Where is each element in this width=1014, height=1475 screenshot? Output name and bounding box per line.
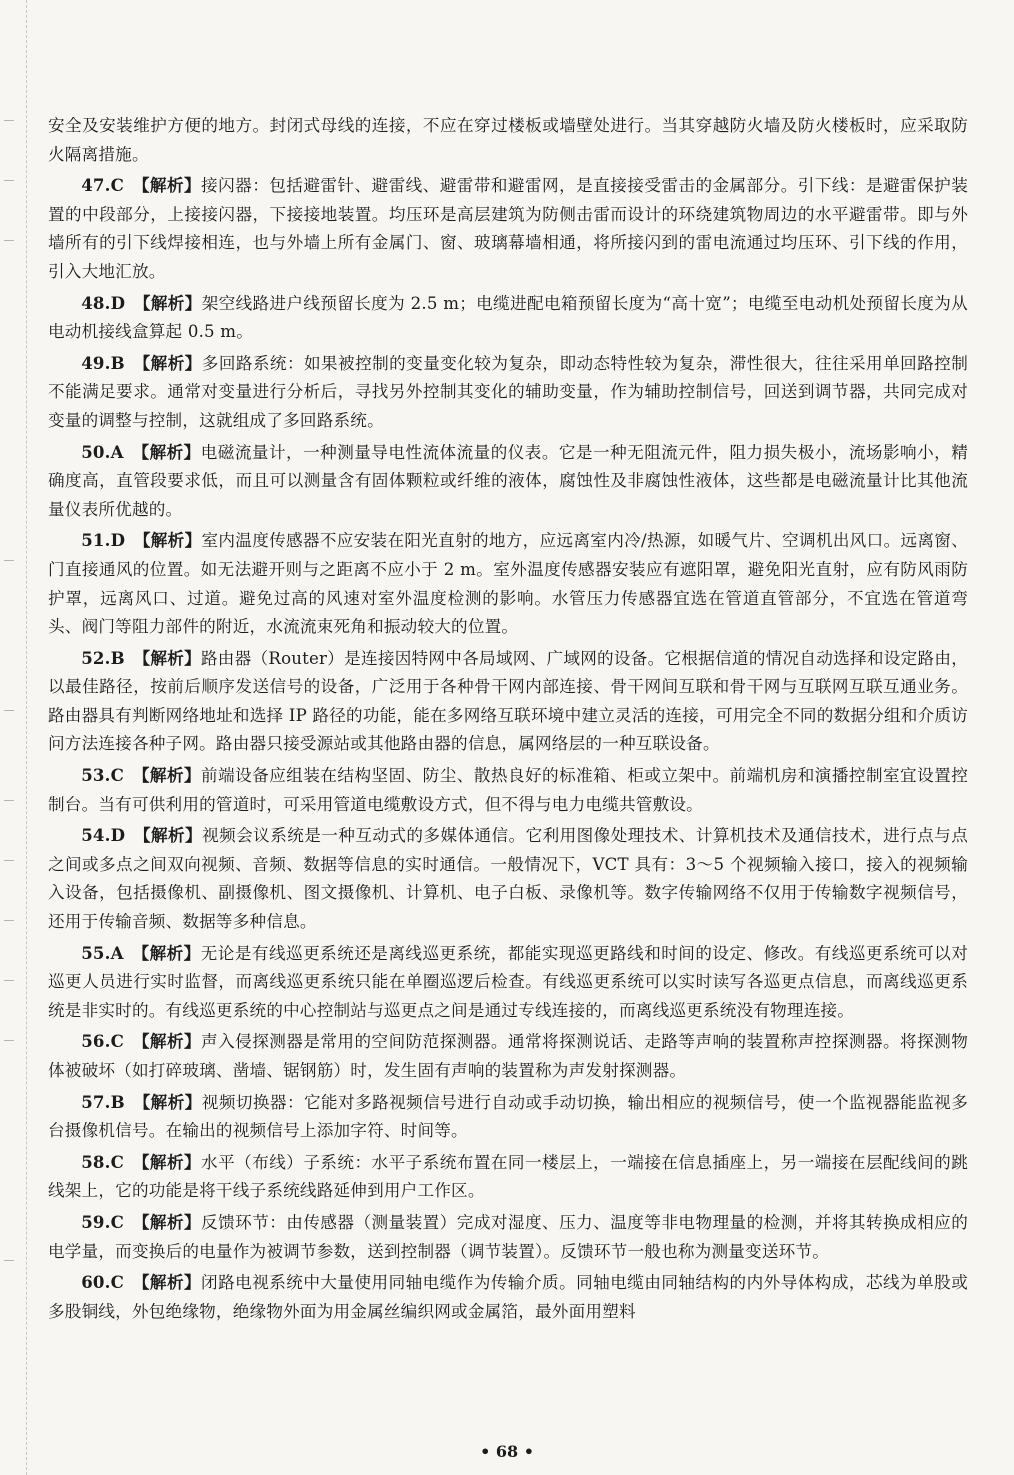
edge-tick xyxy=(4,920,14,921)
edge-tick xyxy=(4,980,14,981)
edge-tick xyxy=(4,710,14,711)
analysis-label: 【解析】 xyxy=(133,352,202,373)
answer-item xyxy=(48,1027,968,1085)
question-number: 47. xyxy=(81,175,111,196)
question-number: 50. xyxy=(81,441,111,462)
question-number: 54. xyxy=(81,825,111,846)
answer-list xyxy=(48,171,968,1326)
answer-choice: D xyxy=(110,825,126,846)
answer-choice: B xyxy=(110,1091,125,1112)
analysis-label: 【解析】 xyxy=(132,765,202,786)
binding-edge xyxy=(0,0,27,1475)
answer-choice: C xyxy=(110,175,125,196)
answer-item xyxy=(48,644,968,759)
answer-item xyxy=(48,526,968,641)
edge-tick xyxy=(4,240,14,241)
question-number: 53. xyxy=(81,765,111,786)
analysis-label: 【解析】 xyxy=(132,441,201,462)
question-number: 52. xyxy=(81,647,111,668)
answer-choice: D xyxy=(110,292,126,313)
answer-item xyxy=(48,1208,968,1266)
question-number: 60. xyxy=(81,1272,111,1293)
analysis-text: 水平（布线）子系统：水平子系统布置在同一楼层上，一端接在信息插座上，另一端接在层配线间的跳线架上，它的功能是将干线子系统线路延伸到用户工作区。 xyxy=(48,1152,968,1201)
edge-tick xyxy=(4,560,14,561)
analysis-label: 【解析】 xyxy=(132,1211,202,1232)
analysis-text: 视频切换器：它能对多路视频信号进行自动或手动切换，输出相应的视频信号，使一个监视器能监视多台摄像机信号。在输出的视频信号上添加字符、时间等。 xyxy=(48,1092,968,1141)
analysis-text: 前端设备应组装在结构坚固、防尘、散热良好的标准箱、柜或立架中。前端机房和演播控制室宜设置控制台。当有可供利用的管道时，可采用管道电缆敷设方式，但不得与电力电缆共管敷设。 xyxy=(48,766,968,814)
answer-choice: C xyxy=(110,1151,125,1172)
analysis-label: 【解析】 xyxy=(132,1272,202,1293)
answer-choice: B xyxy=(110,352,125,373)
edge-tick xyxy=(4,120,14,121)
analysis-label: 【解析】 xyxy=(133,825,203,846)
answer-item xyxy=(48,761,968,819)
question-number: 58. xyxy=(81,1151,111,1172)
answer-item xyxy=(48,1268,968,1326)
answer-item xyxy=(48,821,968,936)
edge-tick xyxy=(4,1260,14,1261)
page-number: • 68 • xyxy=(480,1442,534,1461)
answer-choice: A xyxy=(110,942,124,963)
question-number: 59. xyxy=(81,1211,111,1232)
analysis-label: 【解析】 xyxy=(132,1031,202,1052)
analysis-label: 【解析】 xyxy=(132,175,202,196)
answer-item xyxy=(48,1148,968,1206)
answer-choice: A xyxy=(110,441,124,462)
question-number: 51. xyxy=(81,530,111,551)
question-number: 55. xyxy=(81,942,111,963)
edge-tick xyxy=(4,800,14,801)
analysis-label: 【解析】 xyxy=(133,1091,202,1112)
answer-choice: D xyxy=(110,530,126,551)
answer-choice: C xyxy=(110,1211,125,1232)
question-number: 48. xyxy=(81,292,111,313)
analysis-text: 路由器（Router）是连接因特网中各局域网、广域网的设备。它根据信道的情况自动选择和设定路由，以最佳路径，按前后顺序发送信号的设备，广泛用于各种骨干网内部连接、骨干网间互联和骨干网与互联网互联互通业务。路由器具有判断网络地址和选择 IP 路径的功能，能在多网络互联环境中建立灵活的连接，可用完全不同的数据分组和介质访问方法连接各种子网。路由器只接受源站或其他路由器的信息，属网络层的一种互联设备。 xyxy=(48,648,968,754)
answer-choice: C xyxy=(110,765,125,786)
analysis-text: 无论是有线巡更系统还是离线巡更系统，都能实现巡更路线和时间的设定、修改。有线巡更系统可以对巡更人员进行实时监督，而离线巡更系统只能在单圈巡逻后检查。有线巡更系统可以实时读写各巡更点信息，而离线巡更系统是非实时的。有线巡更系统的中心控制站与巡更点之间是通过专线连接的，而离线巡更系统没有物理连接。 xyxy=(48,943,968,1020)
edge-tick xyxy=(4,180,14,181)
answer-choice: B xyxy=(110,647,125,668)
analysis-text: 电磁流量计，一种测量导电性流体流量的仪表。它是一种无阻流元件，阻力损失极小，流场影响小，精确度高，直管段要求低，而且可以测量含有固体颗粒或纤维的液体，腐蚀性及非腐蚀性液体，这些都是电磁流量计比其他流量仪表所优越的。 xyxy=(48,442,968,519)
answer-item xyxy=(48,939,968,1026)
analysis-label: 【解析】 xyxy=(133,530,202,551)
answer-text-body xyxy=(48,112,968,1328)
continuation-paragraph: 安全及安装维护方便的地方。封闭式母线的连接，不应在穿过楼板或墙壁处进行。当其穿越防火墙及防火楼板时，应采取防火隔离措施。 xyxy=(48,116,968,164)
question-number: 57. xyxy=(81,1091,111,1112)
analysis-text: 架空线路进户线预留长度为 2.5 m；电缆进配电箱预留长度为“高十宽”；电缆至电动机处预留长度为从电动机接线盒算起 0.5 m。 xyxy=(48,293,968,342)
analysis-label: 【解析】 xyxy=(133,647,201,668)
analysis-text: 接闪器：包括避雷针、避雷线、避雷带和避雷网，是直接接受雷击的金属部分。引下线：是避雷保护装置的中段部分，上接接闪器，下接接地装置。均压环是高层建筑为防侧击雷而设计的环绕建筑物周边的水平避雷带。即与外墙所有的引下线焊接相连，也与外墙上所有金属门、窗、玻璃幕墙相通，将所接闪到的雷电流通过均压环、引下线的作用，引入大地汇放。 xyxy=(48,176,968,281)
analysis-text: 反馈环节：由传感器（测量装置）完成对湿度、压力、温度等非电物理量的检测，并将其转换成相应的电学量，而变换后的电量作为被调节参数，送到控制器（调节装置）。反馈环节一般也称为测量变送环节。 xyxy=(48,1212,968,1261)
answer-item xyxy=(48,289,968,347)
analysis-label: 【解析】 xyxy=(133,292,202,313)
analysis-label: 【解析】 xyxy=(132,942,201,963)
edge-tick xyxy=(4,1040,14,1041)
answer-item xyxy=(48,171,968,286)
answer-item xyxy=(48,349,968,436)
analysis-text: 视频会议系统是一种互动式的多媒体通信。它利用图像处理技术、计算机技术及通信技术，进行点与点之间或多点之间双向视频、音频、数据等信息的实时通信。一般情况下，VCT 具有：3～5 个视频输入接口，接入的视频输入设备，包括摄像机、副摄像机、图文摄像机、计算机、电子白板、录像机等。数字传输网络不仅用于传输数字视频信号，还用于传输音频、数据等多种信息。 xyxy=(48,826,968,932)
analysis-text: 室内温度传感器不应安装在阳光直射的地方，应远离室内冷/热源，如暖气片、空调机出风口。远离窗、门直接通风的位置。如无法避开则与之距离不应小于 2 m。室外温度传感器安装应有遮阳罩，避免阳光直射，应有防风雨防护罩，远离风口、过道。避免过高的风速对室外温度检测的影响。水管压力传感器宜选在管道直管部分，不宜选在管道弯头、阀门等阻力部件的附近，水流流束死角和振动较大的位置。 xyxy=(48,531,968,637)
answer-choice: C xyxy=(110,1031,125,1052)
question-number: 49. xyxy=(81,352,111,373)
question-number: 56. xyxy=(81,1031,111,1052)
edge-tick xyxy=(4,860,14,861)
analysis-text: 多回路系统：如果被控制的变量变化较为复杂，即动态特性较为复杂，滞性很大，往往采用单回路控制不能满足要求。通常对变量进行分析后，寻找另外控制其变化的辅助变量，作为辅助控制信号，回送到调节器，共同完成对变量的调整与控制，这就组成了多回路系统。 xyxy=(48,353,968,430)
answer-item xyxy=(48,1088,968,1146)
analysis-text: 声入侵探测器是常用的空间防范探测器。通常将探测说话、走路等声响的装置称声控探测器。将探测物体被破坏（如打碎玻璃、凿墙、锯钢筋）时，发生固有声响的装置称为声发射探测器。 xyxy=(48,1032,968,1080)
analysis-text: 闭路电视系统中大量使用同轴电缆作为传输介质。同轴电缆由同轴结构的内外导体构成，芯线为单股或多股铜线，外包绝缘物，绝缘物外面为用金属丝编织网或金属箔，最外面用塑料 xyxy=(48,1273,968,1321)
answer-choice: C xyxy=(110,1272,125,1293)
answer-item xyxy=(48,438,968,525)
analysis-label: 【解析】 xyxy=(132,1151,202,1172)
